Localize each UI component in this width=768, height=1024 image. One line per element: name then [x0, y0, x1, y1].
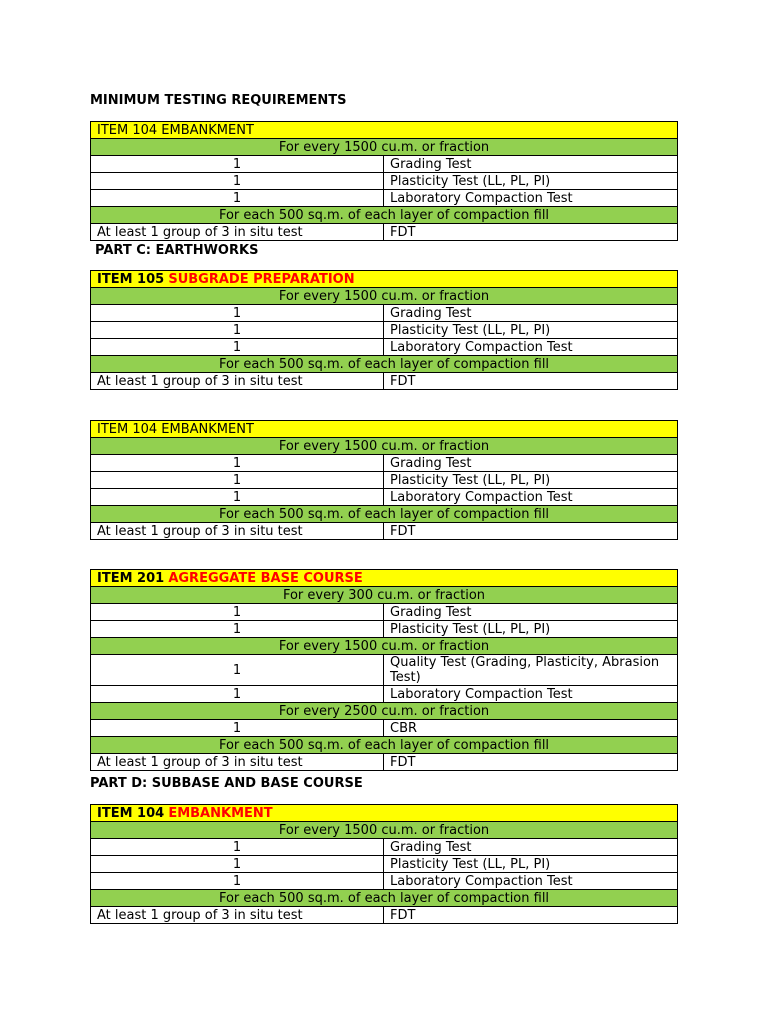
test-name: Quality Test (Grading, Plasticity, Abrasion Test) — [384, 655, 678, 686]
test-quantity: 1 — [91, 173, 384, 190]
item-number: ITEM 105 — [97, 271, 165, 287]
frequency-text: For each 500 sq.m. of each layer of compaction fill — [91, 506, 678, 523]
test-row — [91, 339, 678, 356]
test-name: Laboratory Compaction Test — [384, 489, 678, 506]
frequency-row — [91, 638, 678, 655]
frequency-row — [91, 356, 678, 373]
test-row — [91, 156, 678, 173]
test-name: Plasticity Test (LL, PL, PI) — [384, 322, 678, 339]
test-quantity: 1 — [91, 190, 384, 207]
test-quantity: 1 — [91, 305, 384, 322]
test-row — [91, 686, 678, 703]
part-d-heading: PART D: SUBBASE AND BASE COURSE — [90, 776, 363, 791]
frequency-text: For every 2500 cu.m. or fraction — [91, 703, 678, 720]
item-name: AGREGGATE BASE COURSE — [168, 570, 363, 586]
test-row — [91, 907, 678, 924]
test-quantity: 1 — [91, 686, 384, 703]
frequency-row — [91, 890, 678, 907]
test-quantity: 1 — [91, 156, 384, 173]
test-row — [91, 373, 678, 390]
test-row — [91, 655, 678, 686]
frequency-text: For every 1500 cu.m. or fraction — [91, 638, 678, 655]
test-row — [91, 839, 678, 856]
test-quantity: 1 — [91, 455, 384, 472]
test-quantity: 1 — [91, 472, 384, 489]
test-name: CBR — [384, 720, 678, 737]
frequency-row — [91, 737, 678, 754]
item-title-row — [91, 271, 678, 288]
item-title-row — [91, 805, 678, 822]
item-table — [90, 270, 678, 390]
test-name: Plasticity Test (LL, PL, PI) — [384, 472, 678, 489]
frequency-row — [91, 822, 678, 839]
test-quantity: 1 — [91, 621, 384, 638]
item-name: SUBGRADE PREPARATION — [168, 271, 355, 287]
frequency-text: For every 1500 cu.m. or fraction — [91, 139, 678, 156]
item-number: ITEM 104 — [97, 421, 158, 437]
frequency-text: For every 1500 cu.m. or fraction — [91, 288, 678, 305]
test-row — [91, 489, 678, 506]
frequency-text: For each 500 sq.m. of each layer of compaction fill — [91, 207, 678, 224]
item-name: EMBANKMENT — [161, 122, 254, 138]
test-row — [91, 873, 678, 890]
test-quantity: 1 — [91, 322, 384, 339]
test-quantity: At least 1 group of 3 in situ test — [91, 224, 384, 241]
item-number: ITEM 104 — [97, 805, 165, 821]
frequency-row — [91, 587, 678, 604]
test-name: Grading Test — [384, 604, 678, 621]
test-name: Plasticity Test (LL, PL, PI) — [384, 856, 678, 873]
test-row — [91, 224, 678, 241]
item-title-row — [91, 570, 678, 587]
frequency-row — [91, 288, 678, 305]
test-row — [91, 322, 678, 339]
frequency-text: For each 500 sq.m. of each layer of compaction fill — [91, 890, 678, 907]
test-name: FDT — [384, 523, 678, 540]
test-row — [91, 173, 678, 190]
test-quantity: 1 — [91, 839, 384, 856]
test-row — [91, 472, 678, 489]
test-name: FDT — [384, 754, 678, 771]
test-quantity: 1 — [91, 720, 384, 737]
frequency-row — [91, 207, 678, 224]
item-name: EMBANKMENT — [161, 421, 254, 437]
item-table — [90, 121, 678, 241]
item-number: ITEM 104 — [97, 122, 158, 138]
test-name: FDT — [384, 907, 678, 924]
test-quantity: 1 — [91, 856, 384, 873]
test-quantity: 1 — [91, 873, 384, 890]
item-table — [90, 569, 678, 771]
test-name: FDT — [384, 224, 678, 241]
test-row — [91, 754, 678, 771]
frequency-row — [91, 139, 678, 156]
test-quantity: 1 — [91, 604, 384, 621]
frequency-text: For each 500 sq.m. of each layer of compaction fill — [91, 737, 678, 754]
test-row — [91, 523, 678, 540]
test-name: Laboratory Compaction Test — [384, 873, 678, 890]
test-row — [91, 720, 678, 737]
test-row — [91, 621, 678, 638]
test-name: Plasticity Test (LL, PL, PI) — [384, 621, 678, 638]
test-row — [91, 305, 678, 322]
frequency-row — [91, 506, 678, 523]
test-row — [91, 455, 678, 472]
test-quantity: 1 — [91, 655, 384, 686]
test-name: Plasticity Test (LL, PL, PI) — [384, 173, 678, 190]
item-number: ITEM 201 — [97, 570, 165, 586]
test-name: Grading Test — [384, 455, 678, 472]
frequency-text: For every 1500 cu.m. or fraction — [91, 822, 678, 839]
frequency-text: For every 300 cu.m. or fraction — [91, 587, 678, 604]
item-table — [90, 420, 678, 540]
test-name: Grading Test — [384, 156, 678, 173]
part-c-heading: PART C: EARTHWORKS — [95, 243, 259, 258]
frequency-text: For every 1500 cu.m. or fraction — [91, 438, 678, 455]
test-quantity: At least 1 group of 3 in situ test — [91, 523, 384, 540]
test-quantity: At least 1 group of 3 in situ test — [91, 373, 384, 390]
test-quantity: 1 — [91, 339, 384, 356]
test-quantity: At least 1 group of 3 in situ test — [91, 754, 384, 771]
item-name: EMBANKMENT — [168, 805, 273, 821]
frequency-row — [91, 438, 678, 455]
item-title-row — [91, 122, 678, 139]
test-name: Laboratory Compaction Test — [384, 190, 678, 207]
test-quantity: At least 1 group of 3 in situ test — [91, 907, 384, 924]
test-quantity: 1 — [91, 489, 384, 506]
test-name: Grading Test — [384, 305, 678, 322]
test-row — [91, 604, 678, 621]
test-name: Laboratory Compaction Test — [384, 339, 678, 356]
test-row — [91, 856, 678, 873]
frequency-text: For each 500 sq.m. of each layer of compaction fill — [91, 356, 678, 373]
test-row — [91, 190, 678, 207]
test-name: FDT — [384, 373, 678, 390]
test-name: Grading Test — [384, 839, 678, 856]
page-title: MINIMUM TESTING REQUIREMENTS — [90, 93, 347, 108]
item-title-row — [91, 421, 678, 438]
test-name: Laboratory Compaction Test — [384, 686, 678, 703]
frequency-row — [91, 703, 678, 720]
item-table — [90, 804, 678, 924]
